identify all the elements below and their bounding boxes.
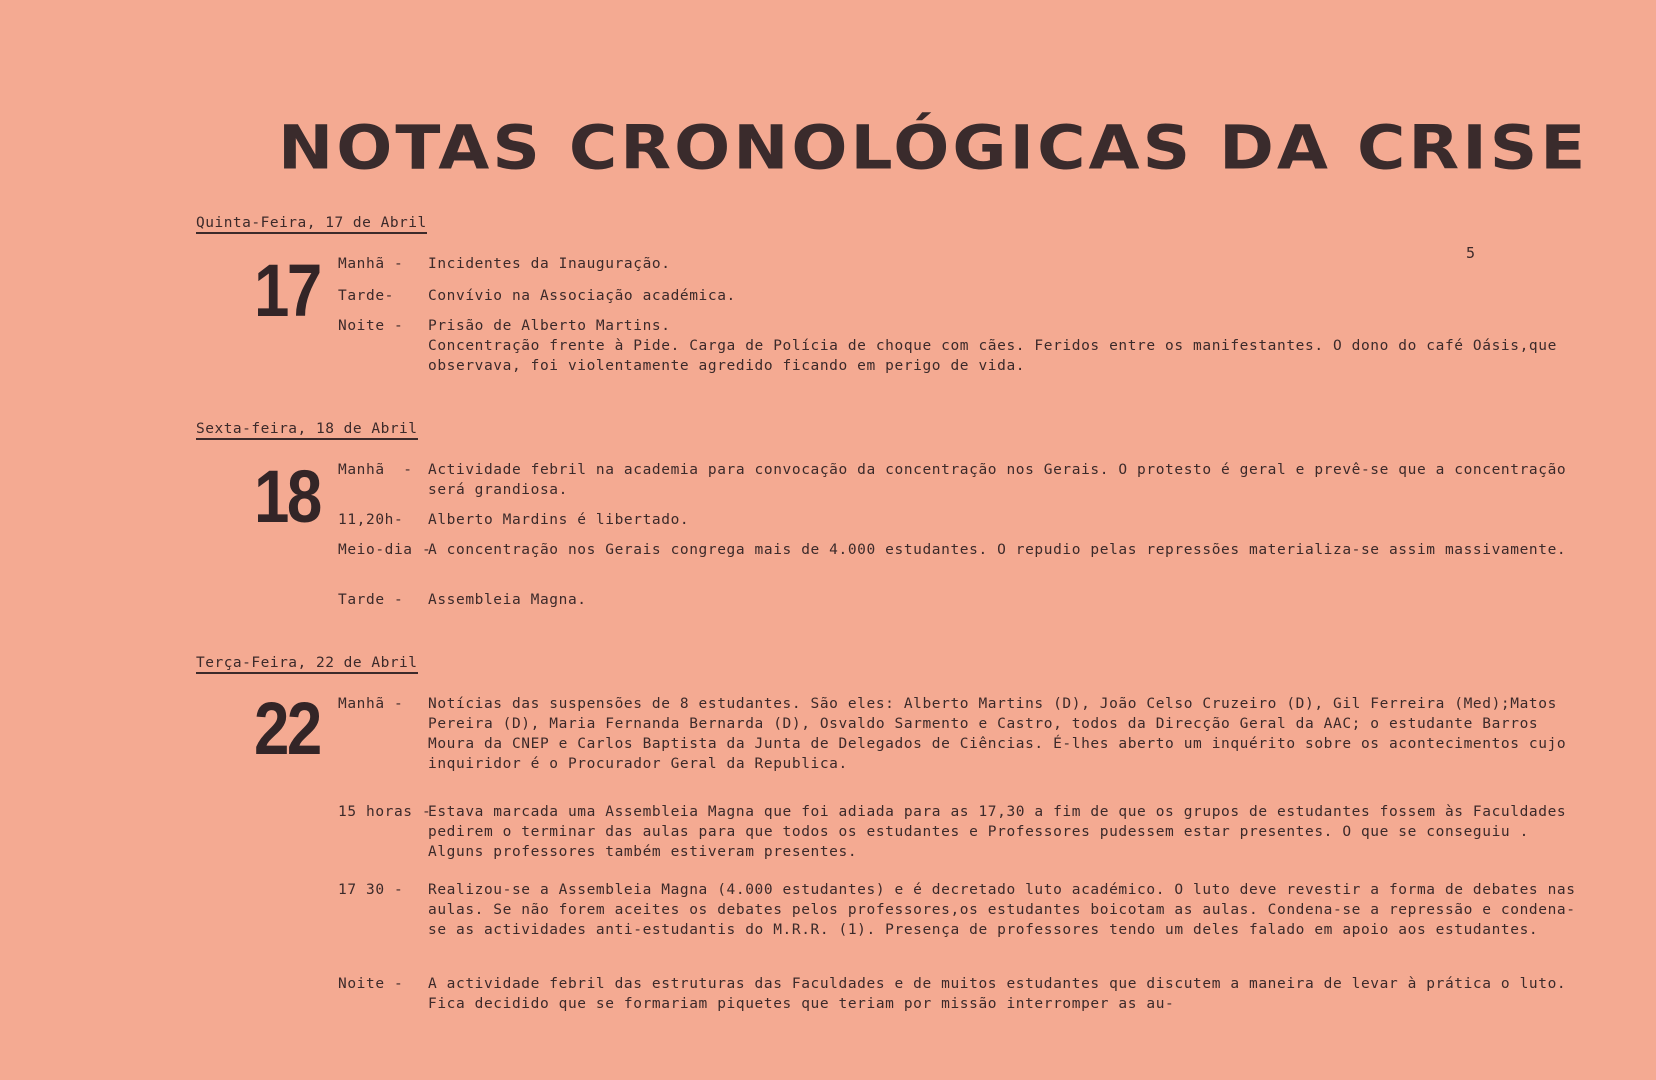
list-item: [338, 510, 1578, 530]
list-item: [338, 694, 1578, 774]
entry-text: Convívio na Associação académica.: [428, 288, 736, 304]
entry-time: Manhã -: [338, 462, 413, 478]
entry-time: 15 horas -: [338, 804, 432, 820]
entry-time: Tarde -: [338, 592, 404, 608]
entry-text: A concentração nos Gerais congrega mais de 4.000 estudantes. O repudio pelas repressões materializa-se assim massivamente.: [428, 542, 1567, 558]
day-section-18: [196, 418, 1596, 608]
list-item: [338, 974, 1578, 1014]
page-title: NOTAS CRONOLÓGICAS DA CRISE: [278, 112, 1589, 184]
list-item: [338, 802, 1578, 862]
entry-text: Alberto Mardins é libertado.: [428, 512, 690, 528]
day-heading: Quinta-Feira, 17 de Abril: [196, 215, 427, 234]
entry-time: Manhã -: [338, 256, 404, 272]
entry-text: Actividade febril na academia para convocação da concentração nos Gerais. O protesto é geral e prevê-se que a concentração será grandiosa.: [428, 462, 1567, 498]
entry-time: Manhã -: [338, 696, 404, 712]
entry-time: Noite -: [338, 318, 404, 334]
entry-time: 11,20h-: [338, 512, 404, 528]
day-heading: Sexta-feira, 18 de Abril: [196, 421, 418, 440]
entry-text: Notícias das suspensões de 8 estudantes. São eles: Alberto Martins (D), João Celso Cruzeiro (D), Gil Ferreira (Med);Matos Pereira (D), Maria Fernanda Bernarda (D), Osvaldo Sarmento e Castro, todos da Direcção Geral da AAC; o estudante Barros Moura da CNEP e Carlos Baptista da Junta de Delegados de Ciências. É-lhes aberto um inquérito sobre os acontecimentos cujo inquiridor é o Procurador Geral da Republica.: [428, 696, 1567, 772]
day-heading: Terça-Feira, 22 de Abril: [196, 655, 418, 674]
list-item: [338, 590, 1578, 610]
day-number: 17: [254, 249, 320, 332]
entry-time: Meio-dia -: [338, 542, 432, 558]
page-number: 5: [1466, 244, 1476, 262]
entry-time: Tarde-: [338, 288, 394, 304]
entry-text: Assembleia Magna.: [428, 592, 587, 608]
list-item: [338, 880, 1578, 940]
day-number: 18: [254, 455, 320, 538]
list-item: [338, 460, 1578, 500]
day-section-22: [196, 652, 1596, 1012]
entry-time: 17 30 -: [338, 882, 404, 898]
day-section-17: [196, 212, 1596, 374]
entry-text: A actividade febril das estruturas das Faculdades e de muitos estudantes que discutem a maneira de levar à prática o luto. Fica decidido que se formariam piquetes que teriam por missão interromper as au-: [428, 976, 1567, 1012]
day-number: 22: [254, 687, 320, 770]
list-item: [338, 286, 1578, 306]
list-item: [338, 540, 1578, 560]
list-item: [338, 254, 1578, 274]
list-item: [338, 316, 1578, 376]
entry-time: Noite -: [338, 976, 404, 992]
entry-text: Realizou-se a Assembleia Magna (4.000 estudantes) e é decretado luto académico. O luto deve revestir a forma de debates nas aulas. Se não forem aceites os debates pelos professores,os estudantes boicotam as aulas. Condena-se a repressão e condena-se as actividades anti-estudantis do M.R.R. (1). Presença de professores tendo um deles falado em apoio aos estudantes.: [428, 882, 1576, 938]
entry-text: Incidentes da Inauguração.: [428, 256, 671, 272]
entry-text: Prisão de Alberto Martins.: [428, 318, 671, 334]
entry-continuation: Concentração frente à Pide. Carga de Polícia de choque com cães. Feridos entre os manifestantes. O dono do café Oásis,que observava, foi violentamente agredido ficando em perigo de vida.: [428, 338, 1557, 374]
entry-text: Estava marcada uma Assembleia Magna que foi adiada para as 17,30 a fim de que os grupos de estudantes fossem às Faculdades pedirem o terminar das aulas para que todos os estudantes e Professores pudessem estar presentes. O que se conseguiu . Alguns professores também estiveram presentes.: [428, 804, 1567, 860]
